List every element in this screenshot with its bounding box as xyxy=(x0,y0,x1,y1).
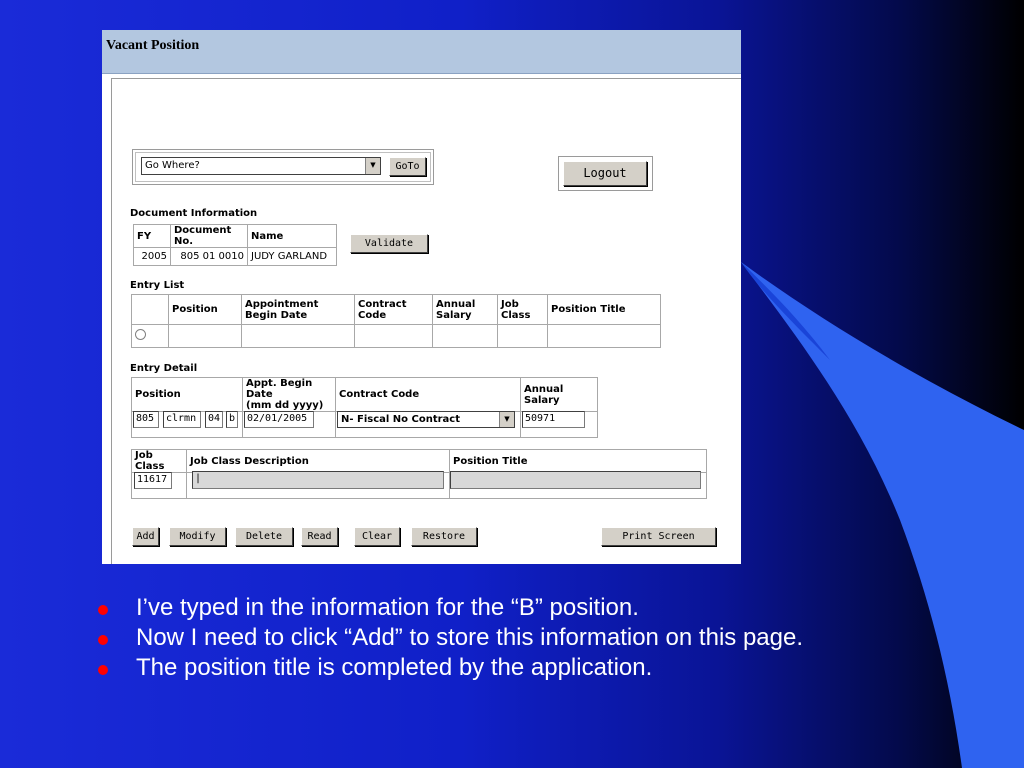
detail-header-position: Position xyxy=(132,378,243,412)
doc-header-name: Name xyxy=(248,225,337,248)
delete-button[interactable]: Delete xyxy=(235,527,293,546)
bullet-text: Now I need to click “Add” to store this information on this page. xyxy=(136,624,803,651)
doc-value-number: 805 01 0010 xyxy=(171,248,248,266)
contract-code-select[interactable] xyxy=(337,411,515,428)
entry-list-table xyxy=(131,294,661,348)
job-header-description: Job Class Description xyxy=(187,450,450,473)
position-part-1-input[interactable]: 805 xyxy=(133,411,159,428)
job-header-class: Job Class xyxy=(132,450,187,473)
position-title-input[interactable] xyxy=(450,471,701,489)
detail-header-salary: Annual Salary xyxy=(521,378,598,412)
document-info-table xyxy=(133,224,337,266)
contract-code-value: N- Fiscal No Contract xyxy=(341,414,461,425)
doc-header-fy: FY xyxy=(134,225,171,248)
read-button[interactable]: Read xyxy=(301,527,338,546)
goto-button[interactable]: GoTo xyxy=(389,157,426,176)
modify-button[interactable]: Modify xyxy=(169,527,226,546)
bullet-text: I’ve typed in the information for the “B” position. xyxy=(136,594,639,621)
validate-button[interactable]: Validate xyxy=(350,234,428,253)
add-button[interactable]: Add xyxy=(132,527,159,546)
position-part-2-input[interactable]: clrmn xyxy=(163,411,201,428)
chevron-down-icon[interactable]: ▼ xyxy=(365,158,380,174)
job-class-input[interactable]: 11617 xyxy=(134,472,172,489)
bullet-list xyxy=(98,596,818,686)
bullet-icon xyxy=(98,665,108,675)
window-title: Vacant Position xyxy=(106,38,200,53)
doc-value-fy: 2005 xyxy=(134,248,171,266)
begin-date-input[interactable]: 02/01/2005 xyxy=(244,411,314,428)
detail-header-contract: Contract Code xyxy=(336,378,521,412)
bullet-icon xyxy=(98,635,108,645)
bullet-icon xyxy=(98,605,108,615)
position-part-3-input[interactable]: 04 xyxy=(205,411,223,428)
doc-value-name: JUDY GARLAND xyxy=(248,248,337,266)
entry-list-header-contract: Contract Code xyxy=(355,295,433,325)
job-header-position-title: Position Title xyxy=(450,450,707,473)
goto-select[interactable] xyxy=(141,157,381,175)
list-item xyxy=(98,626,818,650)
entry-list-heading: Entry List xyxy=(130,280,185,291)
entry-list-select-header xyxy=(132,295,169,325)
goto-select-value: Go Where? xyxy=(145,160,200,171)
entry-list-header-job-class: Job Class xyxy=(498,295,548,325)
entry-radio[interactable] xyxy=(135,329,146,340)
entry-radio-cell xyxy=(132,325,169,348)
detail-header-begin-date: Appt. Begin Date (mm dd yyyy) xyxy=(243,378,336,412)
list-item xyxy=(98,596,818,620)
document-info-heading: Document Information xyxy=(130,208,258,219)
entry-detail-table xyxy=(131,377,598,438)
print-screen-button[interactable]: Print Screen xyxy=(601,527,716,546)
entry-detail-heading: Entry Detail xyxy=(130,363,198,374)
bullet-text: The position title is completed by the application. xyxy=(136,654,653,681)
logout-button[interactable]: Logout xyxy=(563,161,647,186)
entry-list-header-position: Position xyxy=(169,295,242,325)
job-class-description-input[interactable]: | xyxy=(192,471,444,489)
entry-list-header-position-title: Position Title xyxy=(548,295,661,325)
restore-button[interactable]: Restore xyxy=(411,527,477,546)
chevron-down-icon[interactable]: ▼ xyxy=(499,412,514,427)
app-screenshot xyxy=(102,30,741,564)
window-titlebar xyxy=(102,30,741,74)
position-part-4-input[interactable]: b xyxy=(226,411,238,428)
doc-header-number: Document No. xyxy=(171,225,248,248)
list-item xyxy=(98,656,818,680)
entry-list-header-begin-date: Appointment Begin Date xyxy=(242,295,355,325)
annual-salary-input[interactable]: 50971 xyxy=(522,411,585,428)
clear-button[interactable]: Clear xyxy=(354,527,400,546)
table-row xyxy=(132,325,661,348)
entry-list-header-salary: Annual Salary xyxy=(433,295,498,325)
